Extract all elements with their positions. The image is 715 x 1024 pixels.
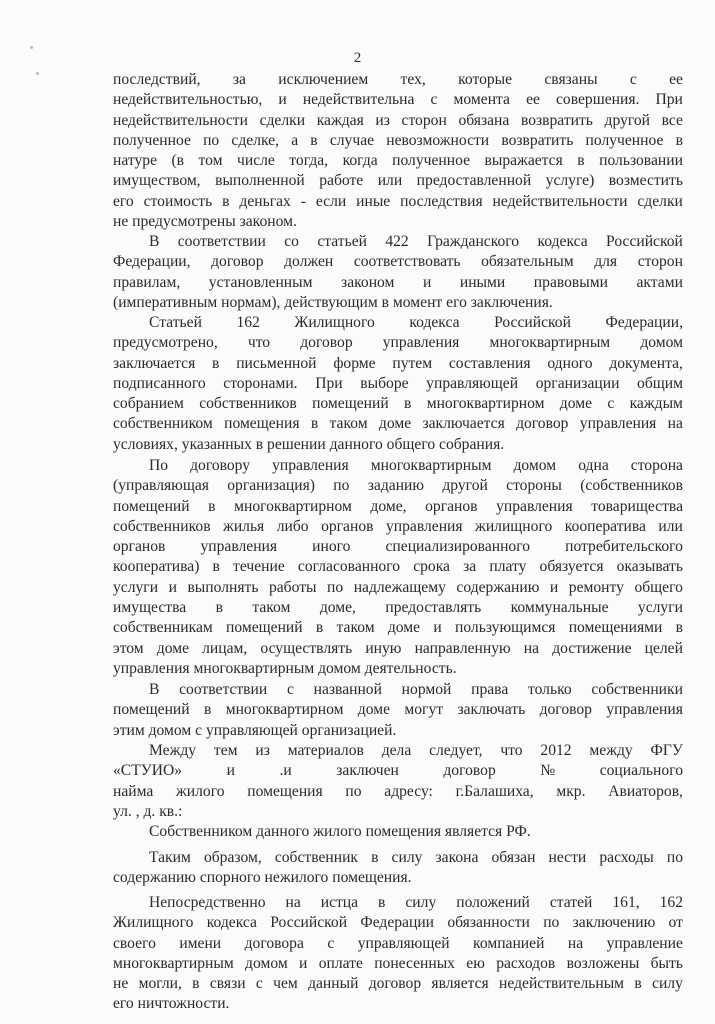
text-line: помещений в многоквартирном доме могут заключать договор управления [113,701,683,719]
text-line: Непосредственно на истца в силу положений статей 161, 162 [149,894,683,911]
text-line: собранием собственников помещений в многоквартирном доме с каждым [113,395,683,413]
text-line: его ничтожности. [113,995,230,1013]
text-line: органов управления иного специализированного потребительского [113,538,683,556]
text-line: В соответствии с названной нормой права только собственники [149,681,683,698]
paragraph-article-162 [113,313,683,455]
text-line: многоквартирным домом и оплате понесенных ею расходов возложены быть [113,954,683,972]
text-line: Собственником данного жилого помещения является РФ. [149,823,531,840]
paragraph-case-materials [113,741,683,822]
text-line: правилам, установленным законом и иными правовыми актами [113,273,683,291]
text-line: собственникам помещений в таком доме и пользующимся помещениями в [113,619,683,637]
text-line: подписанного сторонами. При выборе управляющей организации общим [113,374,683,392]
text-line: управления многоквартирным домом деятельность. [113,659,457,677]
text-line: найма жилого помещения по адресу: г.Балашиха, мкр. Авиаторов, [113,782,683,800]
text-line: Таким образом, собственник в силу закона обязан нести расходы по [149,849,683,866]
text-line: собственников жилья либо органов управления жилищного кооператива или [113,517,683,535]
paragraph-management-contract [113,456,683,679]
text-line: имуществом, выполненной работе или предоставленной услуге) возместить [113,172,683,190]
text-line: (управляющая организация) по заданию другой стороны (собственников [113,477,683,495]
text-line: (императивным нормам), действующим в момент его заключения. [113,293,553,311]
text-line: недействительности сделки каждая из сторон обязана возвратить другой все [113,111,683,129]
text-line: натуре (в том числе тогда, когда полученное выражается в пользовании [113,152,683,170]
paragraph-nullity [113,893,683,1015]
text-line: По договору управления многоквартирным домом одна сторона [149,457,683,474]
text-line: его стоимость в деньгах - если иные последствия недействительности сделки [113,192,683,210]
text-line: кооператива) в течение согласованного срока за плату обязуется оказывать [113,558,683,576]
text-line: предусмотрено, что договор управления многоквартирным домом [113,334,683,352]
paragraph-owners-only [113,680,683,741]
scan-speck [30,46,33,49]
text-line: «СТУИО» и .и заключен договор № социального [113,762,683,780]
text-line: этим домом с управляющей организацией. [113,721,397,739]
text-line: ул. , д. кв.: [113,802,183,820]
text-line: собственником помещения в таком доме заключается договор управления на [113,415,683,433]
paragraph-owner-rf [113,822,683,842]
text-line: имущества в таком доме, предоставлять коммунальные услуги [113,599,683,617]
paragraph-conclusion [113,848,683,889]
paragraph-consequences [113,70,683,232]
text-line: условиях, указанных в решении данного общего собрания. [113,435,505,453]
text-line: недействительностью, и недействительна с момента ее совершения. При [113,91,683,109]
text-line: не могли, в связи с чем данный договор является недействительным в силу [113,975,683,993]
page-number: 2 [353,50,362,66]
text-line: не предусмотрены законом. [113,213,297,231]
text-line: услуги и выполнять работы по надлежащему содержанию и ремонту общего [113,578,683,596]
text-line: своего имени договора с управляющей компанией на управление [113,934,683,952]
text-line: В соответствии со статьей 422 Гражданского кодекса Российской [149,233,683,250]
text-line: заключается в письменной форме путем составления одного документа, [113,354,683,372]
text-line: Статьей 162 Жилищного кодекса Российской Федерации, [149,314,683,331]
text-line: помещений в многоквартирном доме, органов управления товарищества [113,497,683,515]
text-line: содержанию спорного нежилого помещения. [113,869,412,887]
text-line: Федерации, договор должен соответствовать обязательным для сторон [113,253,683,271]
text-line: Жилищного кодекса Российской Федерации обязанности по заключению от [113,914,683,932]
text-line: Между тем из материалов дела следует, что 2012 между ФГУ [149,742,683,759]
scan-speck [36,72,39,75]
text-line: последствий, за исключением тех, которые связаны с ее [113,71,683,88]
paragraph-article-422 [113,232,683,313]
text-line: этом доме лицам, осуществлять иную направленную на достижение целей [113,639,683,657]
text-line: полученное по сделке, а в случае невозможности возвратить полученное в [113,131,683,149]
